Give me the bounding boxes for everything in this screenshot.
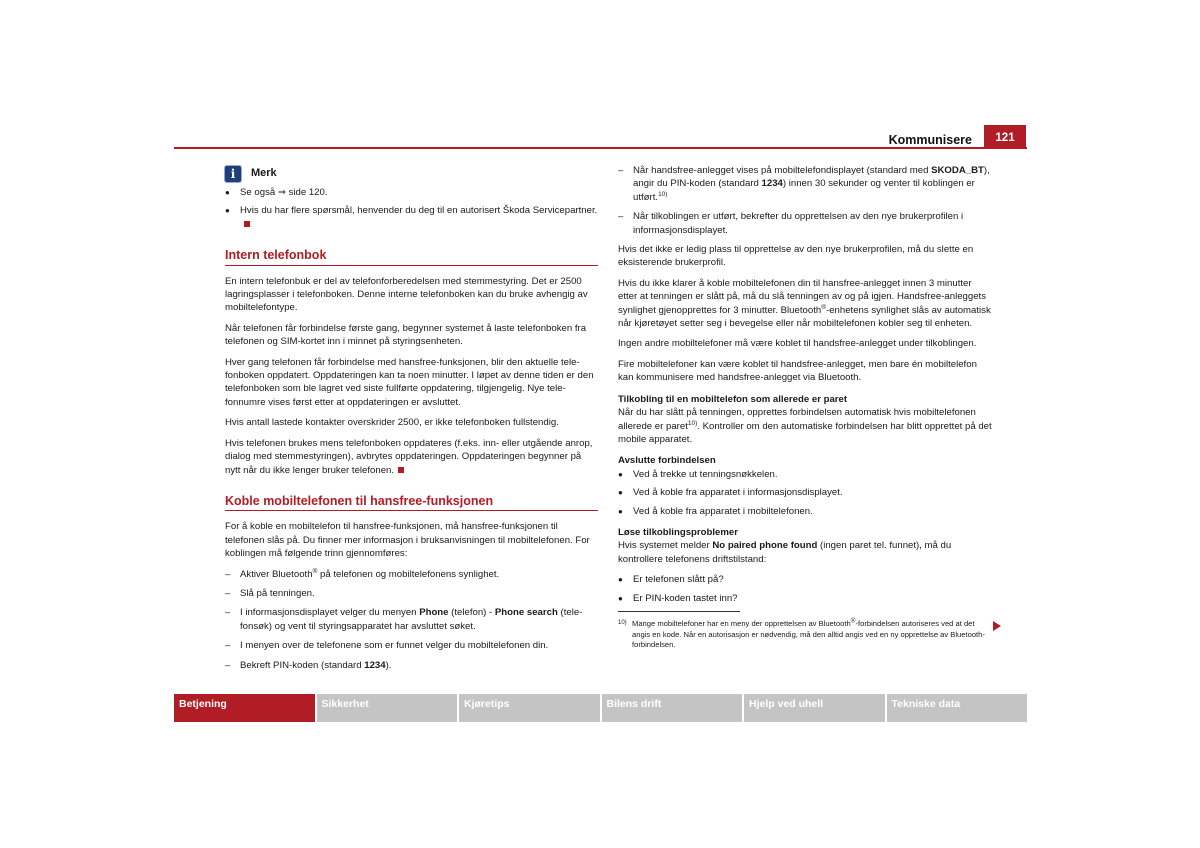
paragraph: Fire mobiltelefoner kan være koblet til handsfree-anlegget, men bare én mobiltelefon kan kommunisere med handsfree-anlegget via Bluetooth.: [618, 358, 977, 384]
paragraph: Ingen andre mobiltelefoner må være koblet til handsfree-anlegget under tilkoblingen.: [618, 338, 977, 350]
paragraph: [225, 437, 598, 477]
paragraph: Hvis antall lastede kontakter overskrider 2500, er ikke telefonboken fullstendig.: [225, 417, 559, 429]
paragraph-text: . Kontroller om den automatiske forbindelsen har blitt opprettet på det mobile apparatet.: [618, 420, 992, 445]
note-title: Merk: [251, 167, 277, 180]
step-text: ), angir du PIN-koden (standard: [633, 165, 990, 190]
list-item: ● Ved å koble fra apparatet i informasjonsdisplayet.: [618, 486, 993, 499]
footnote: [618, 619, 993, 651]
footnote-text: -forbindelsen autoriseres ved at det angis en kode. Når en autorisasjon er nødvendig, må den alltid angis ved en ny opprettelse av Bluetooth-forbindelsen.: [632, 618, 985, 650]
registered-mark: ®: [821, 303, 826, 311]
footnote-text: Mange mobiltelefoner har en meny der opprettelsen av Bluetooth: [632, 618, 851, 628]
registered-mark: ®: [312, 567, 318, 575]
end-marker-icon: [244, 221, 250, 227]
list-item: ● Er telefonen slått på?: [618, 573, 993, 586]
subheading: Avslutte forbindelsen: [618, 455, 716, 467]
section-title-koble-mobiltelefonen: Koble mobiltelefonen til hansfree-funksjonen: [225, 495, 598, 511]
paragraph-text: Hvis telefonen brukes mens telefonboken oppdateres (f.eks. inn- eller utgående anrop, dialog med stemmestyringen), avbrytes oppdateringen. Oppdateringen begynner på nytt når du ikke lenger bruker telefonen.: [225, 437, 593, 476]
subheading: Løse tilkoblingsproblemer: [618, 526, 738, 538]
tab-hjelp-ved-uhell[interactable]: Hjelp ved uhell: [744, 694, 885, 722]
continue-arrow-icon: [993, 621, 1001, 631]
step-text: ).: [385, 659, 392, 671]
pin-code: 1234: [761, 178, 783, 190]
list-item: ● Ved å trekke ut tenningsnøkkelen.: [618, 468, 993, 481]
end-marker-icon: [398, 467, 404, 473]
paragraph: [618, 406, 993, 446]
footer-tab-bar: [174, 694, 1027, 722]
step-item: [225, 568, 598, 581]
menu-term: Phone search: [494, 607, 558, 619]
paragraph-text: Hvis du ikke klarer å koble mobiltelefonen din til hansfree-anlegget innen 3 minutter etter at tenningen er slått på, må du slå tenningen av og på igjen. Handsfree-anleggets synlighet gjenopprettes for 3 minutter. Bluetooth: [618, 277, 987, 316]
note-bullet: [225, 204, 598, 231]
tab-tekniske-data[interactable]: Tekniske data: [887, 694, 1028, 722]
paragraph-text: (ingen paret tel. funnet), må du kontrollere telefonens driftstilstand:: [618, 540, 952, 565]
paragraph-text: -enhetens synlighet slås av automatisk når kjøretøyet setter seg i bevegelse eller når mobiltelefonen kobler seg til enheten.: [618, 304, 991, 330]
subheading: Tilkobling til en mobiltelefon som allerede er paret: [618, 393, 848, 405]
left-column: [225, 166, 598, 678]
tab-sikkerhet[interactable]: Sikkerhet: [317, 694, 458, 722]
registered-mark: ®: [850, 617, 856, 625]
step-item: [618, 164, 993, 204]
note-header: [225, 166, 598, 182]
footnote-ref: 10): [687, 419, 698, 427]
tab-bilens-drift[interactable]: Bilens drift: [602, 694, 743, 722]
menu-term: Phone: [419, 607, 449, 619]
device-name: SKODA_BT: [931, 165, 984, 176]
step-item: – I menyen over de telefonene som er funnet velger du mobiltelefonen din.: [225, 639, 598, 652]
paragraph: Når telefonen får forbindelse første gang, begynner systemet å laste telefonboken fra telefonen og SIM-kortet inn i minnet på styringsenheten.: [225, 322, 587, 348]
note-bullet-text: Hvis du har flere spørsmål, henvender du deg til en autorisert Škoda Servicepartner.: [240, 205, 598, 217]
paragraph: For å koble en mobiltelefon til hansfree-funksjonen, må hansfree-funksjonen til telefonen slås på. Du finner mer informasjon i bruksanvisningen til mobiltelefonen. For koblingen må følgende trinn gjennomføres:: [225, 521, 590, 560]
footnote-number: 10): [618, 619, 627, 626]
step-text: I informasjonsdisplayet velger du menyen: [240, 607, 420, 619]
paragraph: Hvis det ikke er ledig plass til opprettelse av den nye brukerprofilen, må du slette en eksisterende brukerprofil.: [618, 244, 974, 269]
page-number: 121: [984, 125, 1026, 148]
list-item: ● Er PIN-koden tastet inn?: [618, 592, 993, 605]
paragraph-text: Hvis systemet melder: [618, 540, 713, 552]
paragraph: [618, 277, 993, 331]
tab-betjening[interactable]: Betjening: [174, 694, 315, 722]
step-text: på telefonen og mobiltelefonens synlighet.: [317, 568, 500, 580]
info-icon: i: [225, 166, 241, 182]
right-column: [618, 164, 993, 651]
tab-kjoretips[interactable]: Kjøretips: [459, 694, 600, 722]
header-rule: [174, 147, 1027, 149]
step-text: Når handsfree-anlegget vises på mobiltelefondisplayet (standard med: [633, 165, 932, 176]
paragraph: [618, 539, 993, 566]
section-title-intern-telefonbok: Intern telefonbok: [225, 249, 598, 265]
step-text: Bekreft PIN-koden (standard: [240, 659, 365, 671]
step-item: – Slå på tenningen.: [225, 587, 598, 600]
paragraph-text: Når du har slått på tenningen, opprettes forbindelsen automatisk hvis mobiltelefonen allerede er paret: [618, 407, 976, 432]
step-item: [225, 659, 598, 672]
footnote-rule: [618, 611, 740, 612]
list-item: ● Ved å koble fra apparatet i mobiltelefonen.: [618, 505, 993, 518]
footnote-ref: 10): [658, 190, 668, 198]
step-text: ) innen 30 sekunder og venter til koblingen er utført.: [633, 178, 975, 203]
step-text: Aktiver Bluetooth: [240, 568, 313, 580]
system-message: No paired phone found: [712, 540, 818, 552]
step-item: – Når tilkoblingen er utført, bekrefter du opprettelsen av den nye brukerprofilen i informasjonsdisplayet.: [618, 210, 993, 237]
step-item: [225, 606, 598, 633]
paragraph: En intern telefonbuk er del av telefonforberedelsen med stemmestyring. Det er 2500 lagringsplasser i telefonboken. Denne interne telefonboken kan du bruke avhengig av mobiltelefontype.: [225, 275, 588, 314]
step-text: (telefon) -: [448, 607, 495, 619]
running-header-section: Kommunisere: [888, 133, 972, 147]
note-bullet: ● Se også ⇒ side 120.: [225, 186, 598, 199]
pin-code: 1234: [364, 659, 386, 671]
step-text: (telefonsøk) og vent til styringsapparatet har avsluttet søket.: [240, 607, 583, 632]
paragraph: Hver gang telefonen får forbindelse med hansfree-funksjonen, blir den aktuelle telefonboken oppdatert. Oppdateringen kan ta noen minutter. I løpet av denne tiden er den telefonboken som ble lagret ved siste fullførte oppdatering, tilgjengelig. Nye telefonnumre vises først etter at oppdateringen er avsluttet.: [225, 356, 594, 408]
